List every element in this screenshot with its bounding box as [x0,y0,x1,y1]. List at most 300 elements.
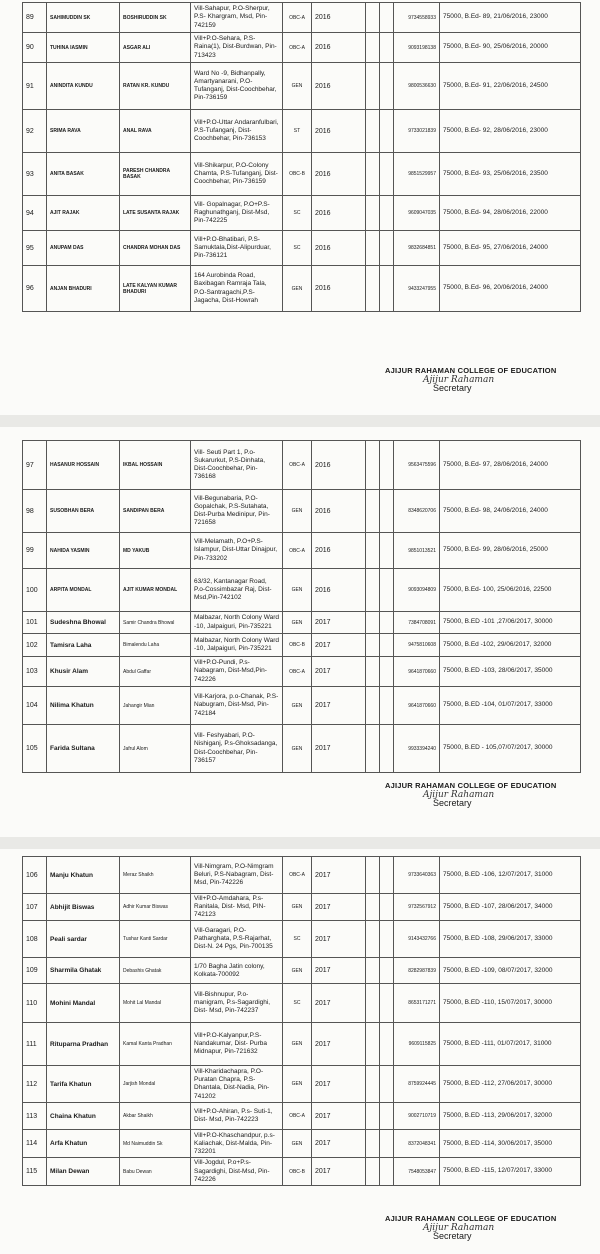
address: Vill-Karjora, p.o-Chanak, P.S- Nabugram, Dist-Msd, Pin-742184 [191,687,283,725]
blank-cell [380,612,394,634]
phone-number: 9093198138 [394,33,440,63]
signature: Ajijur Rahaman [423,1223,495,1233]
college-name: AJIJUR RAHAMAN COLLEGE OF EDUCATION [385,366,557,375]
category: OBC-A [283,857,312,894]
father-name: Debashis Ghatak [120,958,191,984]
father-name: LATE KALYAN KUMAR BHADURI [120,266,191,312]
father-name: BOSHIRUDDIN SK [120,3,191,33]
phone-number: 9734558933 [394,3,440,33]
phone-number: 9732567912 [394,894,440,921]
address: Malbazar, North Colony Ward -10, Jalpaiguri, Pin-735221 [191,634,283,657]
blank-cell [380,196,394,231]
student-name: SUSOBHAN BERA [47,490,120,533]
fee-remarks: 75000, B.Ed- 91, 22/06/2016, 24500 [440,63,581,110]
year: 2017 [312,687,366,725]
year: 2017 [312,1066,366,1103]
fee-remarks: 75000, B.ED -108, 29/06/2017, 33000 [440,921,581,958]
year: 2016 [312,33,366,63]
father-name: LATE SUSANTA RAJAK [120,196,191,231]
father-name: Jahangir Mian [120,687,191,725]
student-name: ANJAN BHADURI [47,266,120,312]
year: 2016 [312,266,366,312]
category: GEN [283,687,312,725]
signature-block [385,366,585,393]
serial-no: 100 [23,569,47,612]
category: OBC-A [283,441,312,490]
student-name: Khusir Alam [47,657,120,687]
fee-remarks: 75000, B.ED - 105,07/07/2017, 30000 [440,725,581,773]
phone-number: 9641870660 [394,657,440,687]
student-name: TUHINA IASMIN [47,33,120,63]
phone-number: 9433247955 [394,266,440,312]
blank-cell [366,533,380,569]
phone-number: 8282987839 [394,958,440,984]
fee-remarks: 75000, B.Ed- 90, 25/06/2016, 20000 [440,33,581,63]
student-name: NAHIDA YASMIN [47,533,120,569]
year: 2017 [312,894,366,921]
serial-no: 106 [23,857,47,894]
phone-number: 9933394240 [394,725,440,773]
father-name: Mohit Lal Mandal [120,984,191,1023]
blank-cell [366,921,380,958]
table-row [23,634,581,657]
college-name: AJIJUR RAHAMAN COLLEGE OF EDUCATION [385,1214,557,1223]
table-row [23,490,581,533]
address: Vill-Shikarpur, P.O-Colony Chamta, P.S-Tufanganj, Dist-Coochbehar, Pin-736159 [191,153,283,196]
blank-cell [380,687,394,725]
address: Ward No -9, Bidhanpally, Amartyanarani, P.O-Tufanganj, Dist-Coochbehar, Pin-736159 [191,63,283,110]
student-name: Abhijit Biswas [47,894,120,921]
father-name: Tushar Kanti Sardar [120,921,191,958]
address: 63/32, Kantanagar Road, P.o-Cossimbazar Raj, Dist-Msd,Pin-742102 [191,569,283,612]
address: Vill+P.O-Amdahara, P.s-Ranitala, Dist- Msd, PIN-742123 [191,894,283,921]
blank-cell [366,958,380,984]
student-table-body [23,441,581,612]
blank-cell [366,490,380,533]
year: 2017 [312,857,366,894]
year: 2017 [312,958,366,984]
father-name: PARESH CHANDRA BASAK [120,153,191,196]
category: GEN [283,569,312,612]
student-name: Chaina Khatun [47,1103,120,1130]
designation: Secretary [433,1231,472,1241]
table-row [23,657,581,687]
father-name: AJIT KUMAR MONDAL [120,569,191,612]
address: Vill-Sahapur, P.O-Sherpur, P.S- Khargram, Msd, Pin-742159 [191,3,283,33]
father-name: CHANDRA MOHAN DAS [120,231,191,266]
student-name: Peali sardar [47,921,120,958]
student-name: ANINDITA KUNDU [47,63,120,110]
category: GEN [283,725,312,773]
fee-remarks: 75000, B.ED -114, 30/06/2017, 35000 [440,1130,581,1158]
address: Vill+P.O-Uttar Andaranfulbari, P.S-Tufanganj, Dist-Coochbehar, Pin-736153 [191,110,283,153]
father-name: Jafrul Alom [120,725,191,773]
student-name: Milan Dewan [47,1158,120,1185]
student-name: ARPITA MONDAL [47,569,120,612]
fee-remarks: 75000, B.ED -101 ,27/06/2017, 30000 [440,612,581,634]
phone-number: 8653171271 [394,984,440,1023]
blank-cell [366,3,380,33]
year: 2016 [312,231,366,266]
father-name: Samir Chandra Bhowal [120,612,191,634]
blank-cell [380,634,394,657]
blank-cell [366,687,380,725]
phone-number: 9609115825 [394,1023,440,1066]
category: OBC-B [283,634,312,657]
student-name: Nilima Khatun [47,687,120,725]
blank-cell [366,569,380,612]
serial-no: 91 [23,63,47,110]
table-row [23,569,581,612]
fee-remarks: 75000, B.Ed- 99, 28/06/2016, 25000 [440,533,581,569]
page-gap [0,415,600,427]
blank-cell [380,569,394,612]
table-row [23,441,581,490]
father-name: SANDIPAN BERA [120,490,191,533]
designation: Secretary [433,383,472,393]
blank-cell [366,657,380,687]
phone-number: 9641870660 [394,687,440,725]
year: 2017 [312,921,366,958]
category: OBC-A [283,3,312,33]
address: Malbazar, North Colony Ward -10, Jalpaiguri, Pin-735221 [191,612,283,634]
phone-number: 9475810608 [394,634,440,657]
table-row [23,1130,581,1158]
college-name: AJIJUR RAHAMAN COLLEGE OF EDUCATION [385,781,557,790]
address: 1/70 Bagha Jatin colony, Kolkata-700092 [191,958,283,984]
year: 2016 [312,533,366,569]
blank-cell [380,110,394,153]
category: OBC-A [283,657,312,687]
category: SC [283,921,312,958]
phone-number: 9851013521 [394,533,440,569]
address: Vill- Gopalnagar, P.O+P.S-Raghunathganj, Dist-Msd, Pin-742225 [191,196,283,231]
blank-cell [380,1158,394,1185]
address: Vill- Feshyabari, P.O-Nishiganj, P.s-Ghoksadanga, Dist-Coochbehar, Pin-736157 [191,725,283,773]
student-name: SRIMA RAVA [47,110,120,153]
address: 164 Aurobinda Road, Baxibagan Ramraja Tala, P.O-Santragachi,P.S-Jagacha, Dist-Howrah [191,266,283,312]
serial-no: 93 [23,153,47,196]
table-row [23,231,581,266]
serial-no: 115 [23,1158,47,1185]
year: 2016 [312,441,366,490]
year: 2016 [312,153,366,196]
fee-remarks: 75000, B.Ed- 97, 28/06/2016, 24000 [440,441,581,490]
student-table-page-1 [22,2,581,312]
address: Vill-Melamath, P.O+P.S-Islampur, Dist-Uttar Dinajpur, Pin-733202 [191,533,283,569]
blank-cell [366,1158,380,1185]
fee-remarks: 75000, B.Ed- 100, 25/06/2016, 22500 [440,569,581,612]
blank-cell [380,441,394,490]
student-name: Sudeshna Bhowal [47,612,120,634]
blank-cell [380,231,394,266]
table-row [23,110,581,153]
signature: Ajijur Rahaman [423,375,495,385]
student-name: Arfa Khatun [47,1130,120,1158]
category: GEN [283,1130,312,1158]
serial-no: 99 [23,533,47,569]
fee-remarks: 75000, B.ED -109, 08/07/2017, 32000 [440,958,581,984]
student-name: Rituparna Pradhan [47,1023,120,1066]
blank-cell [366,33,380,63]
phone-number: 7548053847 [394,1158,440,1185]
blank-cell [380,266,394,312]
student-table-body [23,857,581,1186]
category: ST [283,110,312,153]
blank-cell [366,1066,380,1103]
fee-remarks: 75000, B.Ed- 94, 28/06/2016, 22000 [440,196,581,231]
father-name: Babu Dewan [120,1158,191,1185]
blank-cell [366,153,380,196]
serial-no: 89 [23,3,47,33]
phone-number: 9733021839 [394,110,440,153]
year: 2017 [312,984,366,1023]
serial-no: 103 [23,657,47,687]
fee-remarks: 75000, B.ED -111, 01/07/2017, 31000 [440,1023,581,1066]
blank-cell [380,1130,394,1158]
serial-no: 114 [23,1130,47,1158]
year: 2017 [312,1158,366,1185]
serial-no: 107 [23,894,47,921]
fee-remarks: 75000, B.Ed- 89, 21/06/2016, 23000 [440,3,581,33]
student-name: AJIT RAJAK [47,196,120,231]
table-row [23,1023,581,1066]
student-name: Tamisra Laha [47,634,120,657]
address: Vill-Begunabaria, P.O-Gopalchak, P.S-Sutahata, Dist-Purba Medinipur, Pin-721658 [191,490,283,533]
year: 2017 [312,1103,366,1130]
table-row [23,1066,581,1103]
table-row [23,533,581,569]
blank-cell [366,266,380,312]
blank-cell [380,533,394,569]
blank-cell [380,657,394,687]
table-row [23,687,581,725]
blank-cell [380,921,394,958]
fee-remarks: 75000, B.Ed- 93, 25/06/2016, 23500 [440,153,581,196]
year: 2016 [312,196,366,231]
phone-number: 9733640363 [394,857,440,894]
serial-no: 112 [23,1066,47,1103]
category: OBC-A [283,533,312,569]
serial-no: 94 [23,196,47,231]
blank-cell [380,3,394,33]
blank-cell [366,1130,380,1158]
father-name: Jarjish Mondal [120,1066,191,1103]
year: 2017 [312,657,366,687]
student-table-body-2017 [23,612,581,773]
table-row [23,33,581,63]
serial-no: 97 [23,441,47,490]
phone-number: 9609047035 [394,196,440,231]
phone-number: 9093094809 [394,569,440,612]
phone-number: 9563475596 [394,441,440,490]
table-row [23,153,581,196]
category: OBC-A [283,33,312,63]
phone-number: 9143432766 [394,921,440,958]
signature: Ajijur Rahaman [423,790,495,800]
address: Vill+P.O-Ahiran, P.s- Suti-1, Dist- Msd, Pin-742223 [191,1103,283,1130]
serial-no: 95 [23,231,47,266]
year: 2016 [312,569,366,612]
serial-no: 90 [23,33,47,63]
year: 2016 [312,63,366,110]
blank-cell [366,612,380,634]
table-row [23,984,581,1023]
fee-remarks: 75000, B.Ed- 92, 28/06/2016, 23000 [440,110,581,153]
student-name: Sharmila Ghatak [47,958,120,984]
address: Vill+P.O-Khaschandpur, p.s-Kaliachak, Dist-Malda, Pin-732201 [191,1130,283,1158]
phone-number: 9832684851 [394,231,440,266]
fee-remarks: 75000, B.Ed- 98, 24/06/2016, 24000 [440,490,581,533]
serial-no: 108 [23,921,47,958]
serial-no: 113 [23,1103,47,1130]
fee-remarks: 75000, B.Ed- 95, 27/06/2016, 24000 [440,231,581,266]
student-name: ANITA BASAK [47,153,120,196]
blank-cell [380,1066,394,1103]
father-name: Bimalendu Laha [120,634,191,657]
student-name: Mohini Mandal [47,984,120,1023]
fee-remarks: 75000, B.Ed- 96, 20/06/2016, 24000 [440,266,581,312]
address: Vill+P.O-Pundi, P.s-Nabagram, Dist-Msd,Pin-742226 [191,657,283,687]
category: OBC-B [283,1158,312,1185]
signature-block [385,1214,585,1241]
phone-number: 8372048341 [394,1130,440,1158]
blank-cell [366,894,380,921]
serial-no: 101 [23,612,47,634]
blank-cell [366,441,380,490]
category: GEN [283,894,312,921]
address: Vill-Jogdul, P.o+P.s-Sagardighi, Dist-Msd, Pin-742226 [191,1158,283,1185]
category: OBC-B [283,153,312,196]
table-row [23,958,581,984]
address: Vill+P.O-Kalyanpur,P.S-Nandakumar, Dist- Purba Midnapur, Pin-721632 [191,1023,283,1066]
blank-cell [380,958,394,984]
blank-cell [366,984,380,1023]
student-table-page-3 [22,856,581,1186]
blank-cell [380,894,394,921]
father-name: RATAN KR. KUNDU [120,63,191,110]
table-row [23,3,581,33]
table-row [23,725,581,773]
father-name: Abdul Gaffar [120,657,191,687]
serial-no: 105 [23,725,47,773]
blank-cell [366,725,380,773]
category: GEN [283,1066,312,1103]
father-name: IKBAL HOSSAIN [120,441,191,490]
father-name: MD YAKUB [120,533,191,569]
category: GEN [283,490,312,533]
serial-no: 110 [23,984,47,1023]
fee-remarks: 75000, B.ED -113, 29/06/2017, 32000 [440,1103,581,1130]
student-name: Farida Sultana [47,725,120,773]
serial-no: 102 [23,634,47,657]
category: SC [283,231,312,266]
designation: Secretary [433,798,472,808]
father-name: Meraz Shaikh [120,857,191,894]
blank-cell [366,231,380,266]
address: Vill+P.O-Sehara, P.S-Raina(1), Dist-Burdwan, Pin-713423 [191,33,283,63]
table-row [23,1158,581,1185]
student-name: ANUPAM DAS [47,231,120,266]
blank-cell [366,1103,380,1130]
category: OBC-A [283,1103,312,1130]
serial-no: 111 [23,1023,47,1066]
student-name: SAHIMUDDIN SK [47,3,120,33]
year: 2017 [312,634,366,657]
blank-cell [380,857,394,894]
fee-remarks: 75000, B.ED -103, 28/06/2017, 35000 [440,657,581,687]
father-name: Kamal Kanta Pradhan [120,1023,191,1066]
serial-no: 96 [23,266,47,312]
fee-remarks: 75000, B.ED -106, 12/07/2017, 31000 [440,857,581,894]
blank-cell [380,490,394,533]
student-name: Manju Khatun [47,857,120,894]
fee-remarks: 75000, B.ED -110, 15/07/2017, 30000 [440,984,581,1023]
fee-remarks: 75000, B.ED -112, 27/06/2017, 30000 [440,1066,581,1103]
table-row [23,266,581,312]
blank-cell [366,110,380,153]
father-name: ANAL RAVA [120,110,191,153]
serial-no: 98 [23,490,47,533]
blank-cell [366,63,380,110]
address: Vill-Kharidachapra, P.O-Puratan Chapra, P.S-Dhantala, Dist-Nadia, Pin-741202 [191,1066,283,1103]
address: Vill- Seuti Part 1, P.o-Sukarurkut, P.S-Dinhata, Dist-Coochbehar, Pin-736168 [191,441,283,490]
serial-no: 92 [23,110,47,153]
father-name: ASGAR ALI [120,33,191,63]
blank-cell [366,634,380,657]
blank-cell [366,857,380,894]
student-name: Tarifa Khatun [47,1066,120,1103]
blank-cell [380,153,394,196]
category: SC [283,196,312,231]
table-row [23,196,581,231]
blank-cell [380,984,394,1023]
phone-number: 9800536630 [394,63,440,110]
table-row [23,1103,581,1130]
year: 2016 [312,110,366,153]
blank-cell [380,63,394,110]
category: SC [283,984,312,1023]
year: 2017 [312,1023,366,1066]
fee-remarks: 75000, B.ED -107, 28/06/2017, 34000 [440,894,581,921]
year: 2017 [312,1130,366,1158]
student-table-body [23,3,581,312]
address: Vill+P.O-Bhatibari, P.S-Samuktala,Dist-Alipurduar, Pin-736121 [191,231,283,266]
father-name: Akbar Shaikh [120,1103,191,1130]
category: GEN [283,1023,312,1066]
phone-number: 8759924445 [394,1066,440,1103]
blank-cell [380,725,394,773]
address: Vill-Bishnupur, P.o-manigram, P.s-Sagardighi, Dist- Msd, Pin-742237 [191,984,283,1023]
table-row [23,857,581,894]
table-row [23,612,581,634]
table-row [23,921,581,958]
student-table-page-2 [22,440,581,773]
phone-number: 9851529957 [394,153,440,196]
blank-cell [380,1023,394,1066]
blank-cell [380,1103,394,1130]
signature-block [385,781,585,808]
serial-no: 109 [23,958,47,984]
phone-number: 8348620706 [394,490,440,533]
table-row [23,894,581,921]
fee-remarks: 75000, B.ED -104, 01/07/2017, 33000 [440,687,581,725]
table-row [23,63,581,110]
category: GEN [283,63,312,110]
category: GEN [283,266,312,312]
serial-no: 104 [23,687,47,725]
year: 2016 [312,490,366,533]
